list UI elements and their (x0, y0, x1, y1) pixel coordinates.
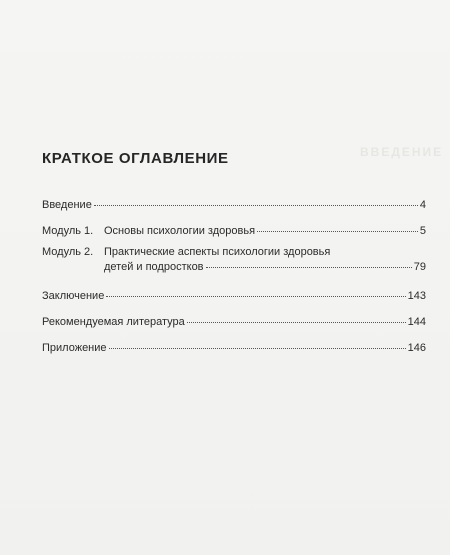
toc-entry-page: 79 (413, 261, 426, 273)
toc-entry-label: Практические аспекты психологии здоровья (104, 246, 331, 258)
toc-entry-label: Рекомендуемая литература (42, 316, 185, 328)
toc-entry-recommended-literature[interactable] (42, 316, 426, 328)
leader-dots (94, 205, 418, 206)
module-number: Модуль 1. (42, 225, 94, 237)
leader-dots (206, 267, 412, 268)
toc-entry-introduction[interactable] (42, 199, 426, 211)
toc-entry-page: 144 (407, 316, 426, 328)
toc-entry-conclusion[interactable] (42, 290, 426, 302)
leader-dots (187, 322, 406, 323)
toc-entry-page: 4 (419, 199, 426, 211)
leader-dots (257, 231, 418, 232)
toc-entry-label: Приложение (42, 342, 107, 354)
page-title: КРАТКОЕ ОГЛАВЛЕНИЕ (42, 150, 229, 167)
leader-dots (106, 296, 405, 297)
leader-dots (109, 348, 406, 349)
toc-entry-line1 (42, 246, 426, 258)
toc-entry-label-continued: детей и подростков (104, 261, 204, 273)
toc-entry-page: 143 (407, 290, 426, 302)
toc-entry-label: Заключение (42, 290, 105, 302)
toc-entry-module-2[interactable] (42, 246, 426, 273)
toc-entry-line2 (42, 261, 426, 273)
module-number: Модуль 2. (42, 246, 94, 258)
toc-entry-appendix[interactable] (42, 342, 426, 354)
toc-entry-page: 5 (419, 225, 426, 237)
toc-entry-label: Введение (42, 199, 92, 211)
toc-entry-module-1[interactable] (42, 225, 426, 237)
toc-entry-label: Основы психологии здоровья (104, 225, 256, 237)
show-through-text: ВВЕДЕНИЕ (360, 145, 444, 159)
toc-entry-page: 146 (407, 342, 426, 354)
toc-entry-label-group (42, 225, 255, 237)
